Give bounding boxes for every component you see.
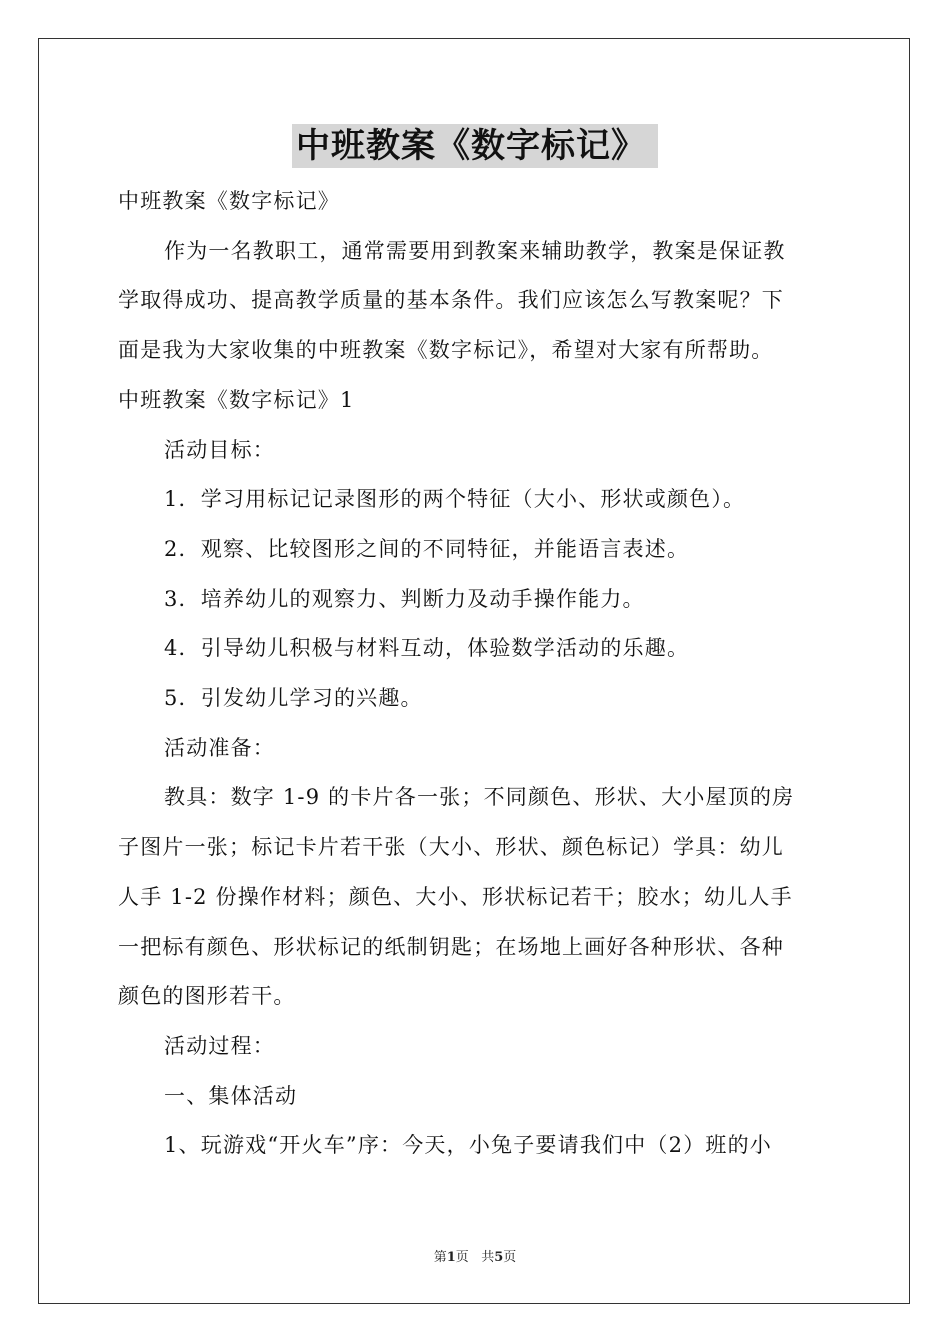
- footer-total-suffix: 页: [503, 1250, 517, 1265]
- section-heading-1: 中班教案《数字标记》1: [118, 387, 355, 412]
- prep-line-3: 人手 1-2 份操作材料；颜色、大小、形状标记若干；胶水；幼儿人手: [118, 884, 793, 909]
- prep-heading: 活动准备：: [164, 735, 275, 760]
- prep-line-2: 子图片一张；标记卡片若干张（大小、形状、颜色标记）学具：幼儿: [118, 835, 784, 860]
- goal-item-3: 3．培养幼儿的观察力、判断力及动手操作能力。: [164, 586, 645, 611]
- goal-item-1: 1．学习用标记记录图形的两个特征（大小、形状或颜色）。: [164, 487, 746, 512]
- prep-line-4: 一把标有颜色、形状标记的纸制钥匙；在场地上画好各种形状、各种: [118, 934, 784, 959]
- footer-page-prefix: 第: [433, 1250, 447, 1265]
- footer-page-number: 1: [446, 1250, 456, 1265]
- page-footer: [0, 1250, 950, 1266]
- prep-line-1: 教具：数字 1-9 的卡片各一张；不同颜色、形状、大小屋顶的房: [164, 785, 795, 810]
- goals-heading: 活动目标：: [164, 437, 275, 462]
- goal-item-5: 5．引发幼儿学习的兴趣。: [164, 686, 423, 711]
- process-heading: 活动过程：: [164, 1033, 275, 1058]
- footer-total-prefix: 共: [481, 1250, 495, 1265]
- intro-line-2: 学取得成功、提高教学质量的基本条件。我们应该怎么写教案呢？下: [118, 288, 784, 313]
- intro-line-1: 作为一名教职工，通常需要用到教案来辅助教学，教案是保证教: [164, 238, 786, 263]
- footer-total-pages: 5: [494, 1250, 504, 1265]
- title-container: [0, 124, 950, 168]
- goal-item-4: 4．引导幼儿积极与材料互动，体验数学活动的乐趣。: [164, 636, 690, 661]
- process-subheading: 一、集体活动: [164, 1083, 298, 1108]
- goal-item-2: 2．观察、比较图形之间的不同特征，并能语言表述。: [164, 536, 690, 561]
- subtitle-line: 中班教案《数字标记》: [118, 189, 340, 213]
- intro-line-3: 面是我为大家收集的中班教案《数字标记》，希望对大家有所帮助。: [118, 338, 774, 363]
- process-line-1: 1、玩游戏“开火车”序：今天，小兔子要请我们中（2）班的小: [164, 1133, 772, 1158]
- prep-line-5: 颜色的图形若干。: [118, 984, 296, 1009]
- document-body: [118, 177, 838, 1171]
- footer-page-suffix: 页: [455, 1250, 469, 1265]
- document-title: 中班教案《数字标记》: [292, 124, 658, 168]
